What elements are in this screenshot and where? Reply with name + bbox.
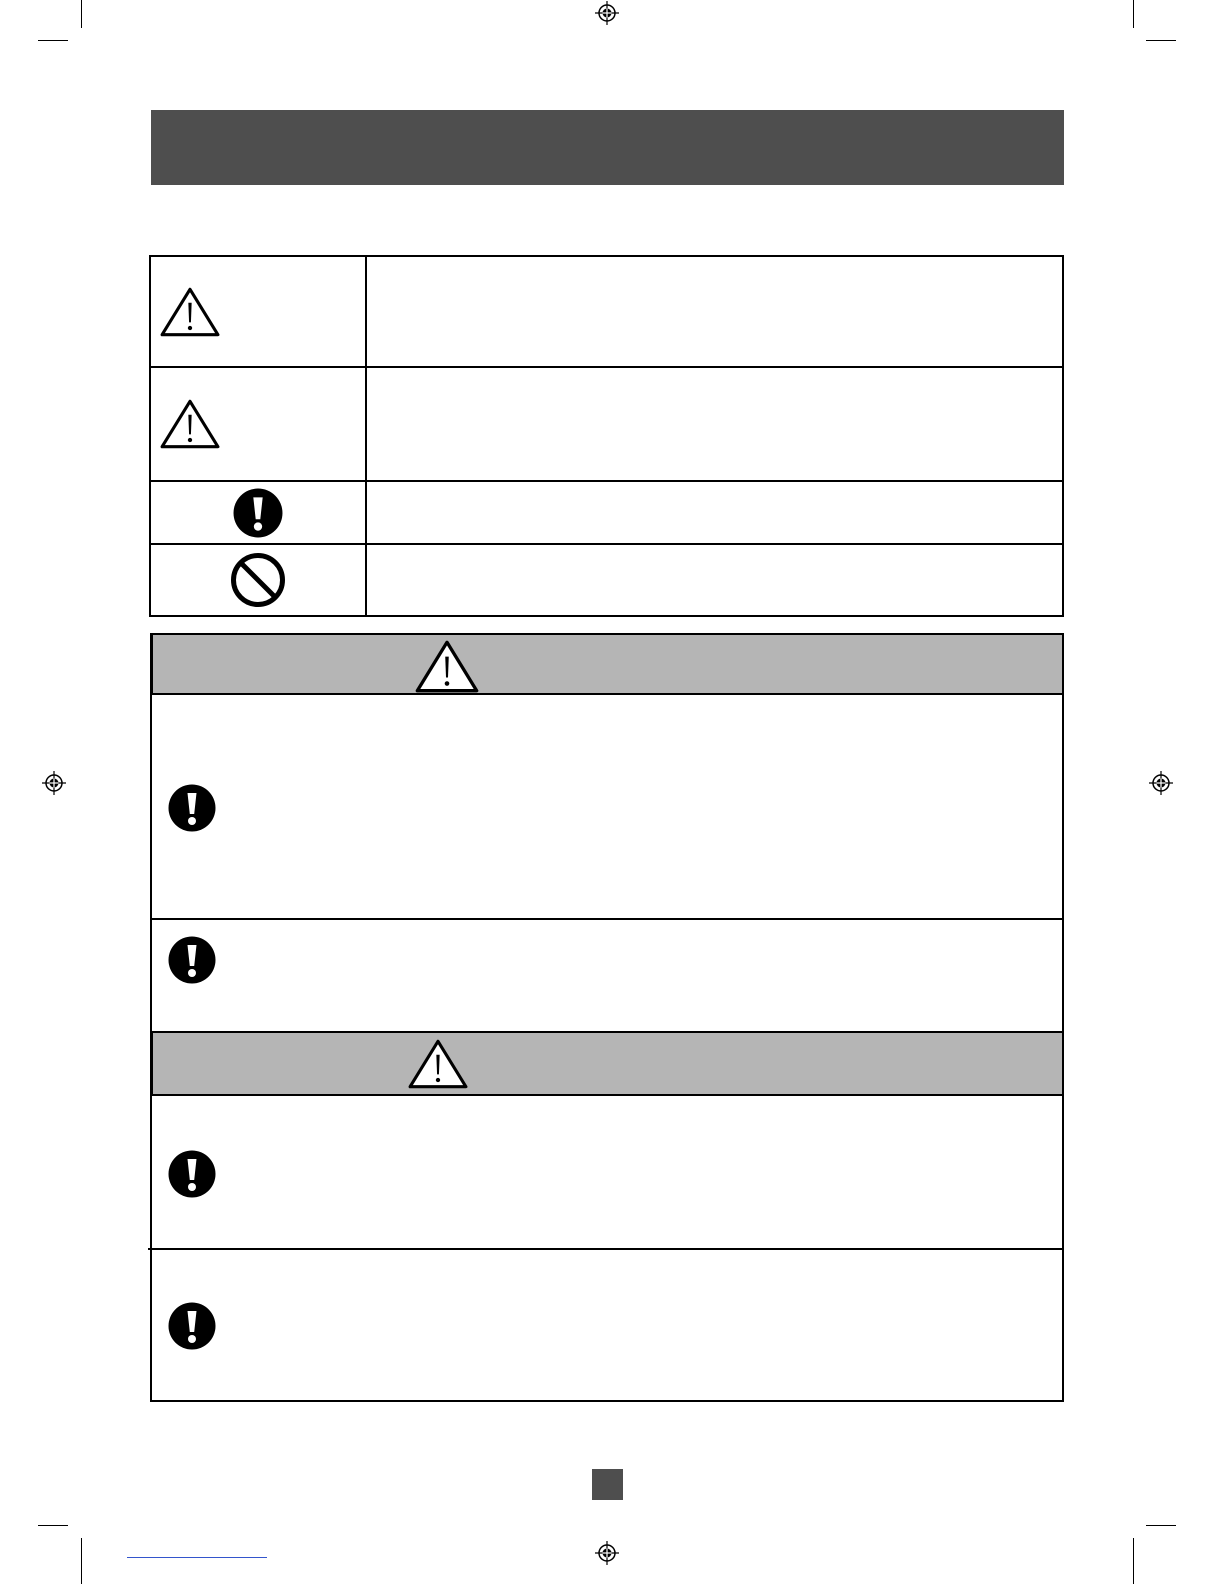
section-1-row-divider	[150, 918, 1062, 920]
legend-description	[366, 256, 1063, 367]
legend-description	[366, 481, 1063, 544]
footer-link[interactable]	[127, 1557, 267, 1558]
legend-description	[366, 367, 1063, 481]
legend-row	[150, 367, 1063, 481]
page-number-box	[592, 1469, 623, 1500]
registration-mark-top-icon	[595, 1, 619, 25]
crop-mark-bottom-right-vertical	[1133, 1538, 1134, 1584]
symbol-legend-table	[149, 255, 1064, 617]
section-2-row-divider	[148, 1248, 1062, 1250]
registration-mark-right-icon	[1149, 771, 1173, 795]
legend-symbol-cell	[150, 544, 366, 616]
legend-row	[150, 544, 1063, 616]
section-1-header	[151, 633, 1064, 695]
crop-mark-top-right-vertical	[1133, 0, 1134, 28]
crop-mark-top-left-vertical	[81, 0, 82, 28]
legend-description	[366, 544, 1063, 616]
crop-mark-top-left-horizontal	[38, 40, 68, 41]
crop-mark-top-right-horizontal	[1146, 40, 1176, 41]
warning-triangle-icon	[159, 286, 221, 338]
mandatory-exclamation-icon	[233, 488, 283, 538]
registration-mark-left-icon	[42, 771, 66, 795]
crop-mark-bottom-right-horizontal	[1146, 1525, 1176, 1526]
crop-mark-bottom-left-horizontal	[38, 1525, 68, 1526]
legend-row	[150, 481, 1063, 544]
legend-symbol-cell	[150, 367, 366, 481]
legend-symbol-cell	[150, 481, 366, 544]
warning-triangle-icon	[407, 1037, 469, 1091]
prohibition-circle-icon	[230, 552, 286, 608]
mandatory-exclamation-icon	[168, 784, 216, 832]
warning-triangle-icon	[414, 639, 480, 694]
page-title-bar	[151, 110, 1064, 185]
warning-triangle-icon	[159, 398, 221, 450]
mandatory-exclamation-icon	[168, 1150, 216, 1198]
mandatory-exclamation-icon	[168, 936, 216, 984]
mandatory-exclamation-icon	[168, 1302, 216, 1350]
legend-symbol-cell	[150, 256, 366, 367]
registration-mark-bottom-icon	[595, 1541, 619, 1565]
section-2-header	[151, 1031, 1064, 1096]
crop-mark-bottom-left-vertical	[81, 1538, 82, 1584]
legend-row	[150, 256, 1063, 367]
